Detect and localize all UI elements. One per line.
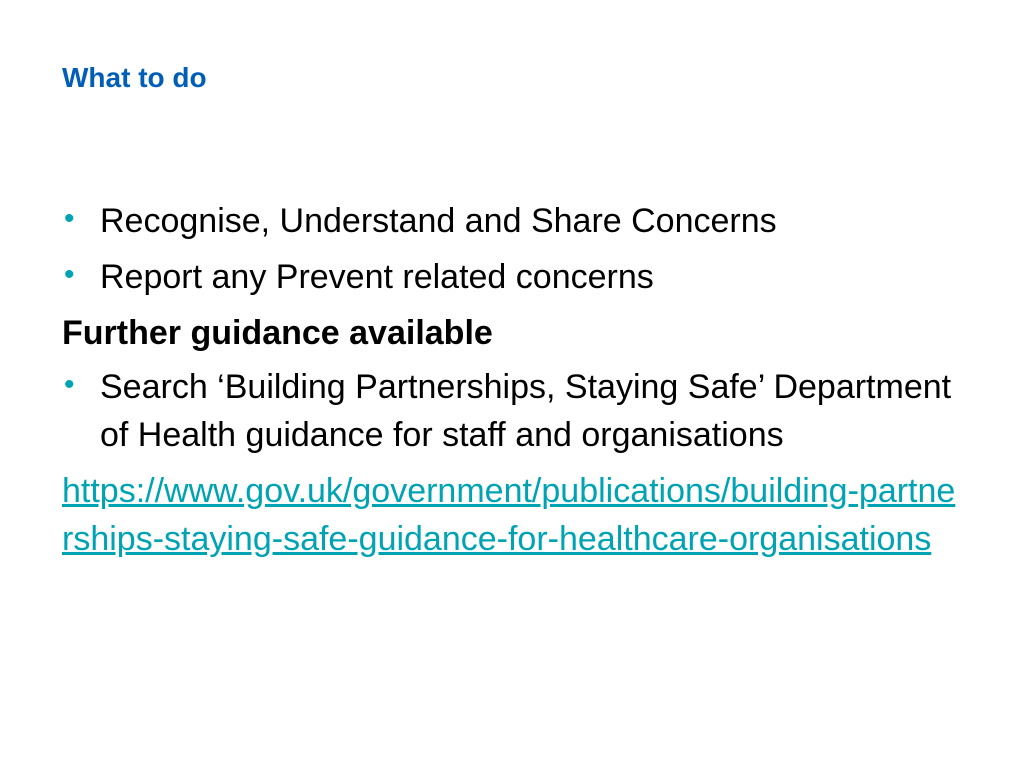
guidance-link[interactable]: https://www.gov.uk/government/publications/building-partnerships-staying-safe-guidance-for-healthcare-organisations: [62, 472, 956, 558]
guidance-heading: Further guidance available: [62, 314, 493, 352]
bullet-text: Search ‘Building Partnerships, Staying Safe’ Department of Health guidance for staff and organisations: [100, 368, 952, 454]
bullet-text: Report any Prevent related concerns: [100, 258, 654, 296]
bullet-icon: •: [64, 368, 75, 401]
slide-content: [62, 197, 962, 563]
list-item: [62, 253, 962, 301]
slide-title: What to do: [62, 62, 207, 93]
list-item: [62, 197, 962, 245]
bullet-icon: •: [64, 258, 75, 291]
list-item: [62, 363, 962, 459]
bullet-text: Recognise, Understand and Share Concerns: [100, 202, 777, 240]
bullet-icon: •: [64, 202, 75, 235]
guidance-list: [62, 363, 962, 459]
concerns-list: [62, 197, 962, 301]
